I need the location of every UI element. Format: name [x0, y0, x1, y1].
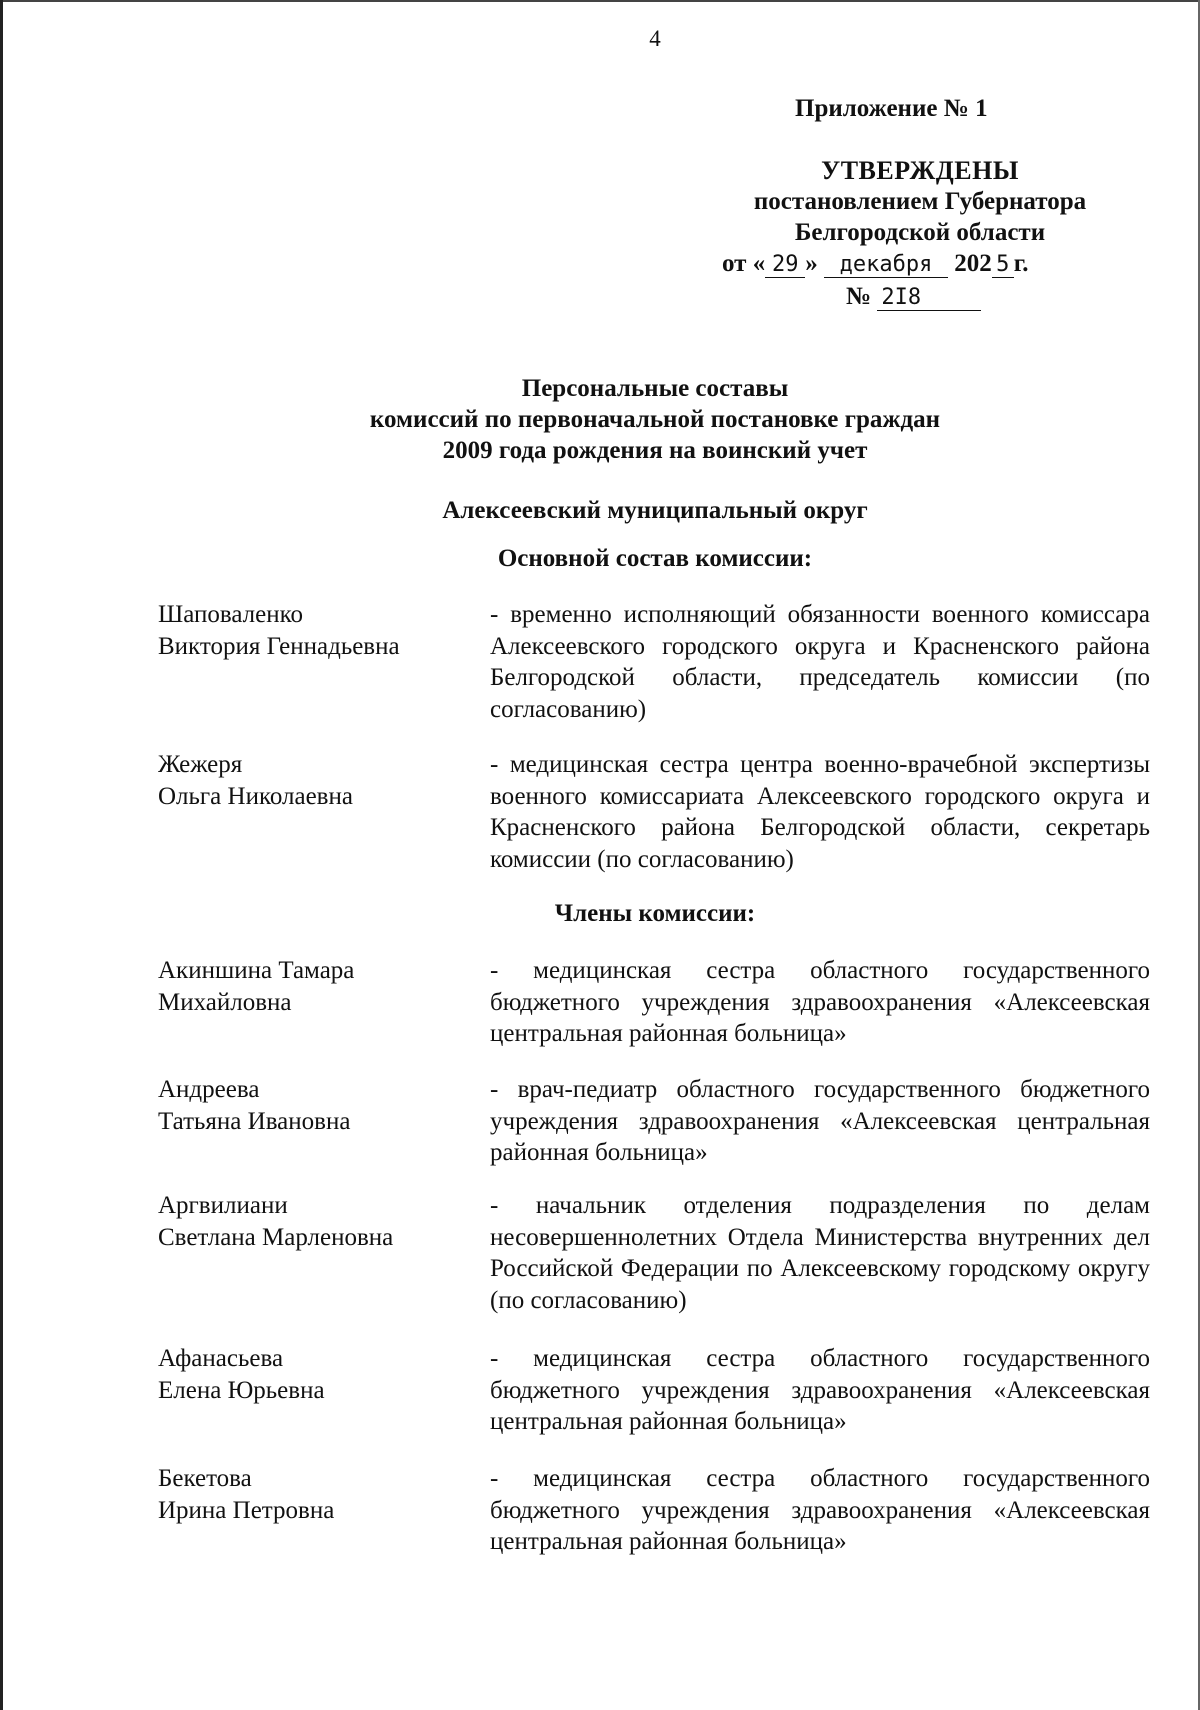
- member-given-name: Виктория Геннадьевна: [158, 632, 400, 660]
- title-line-1: Персональные составы: [521, 375, 789, 402]
- page-number: 4: [649, 26, 661, 51]
- member-given-name: Татьяна Ивановна: [158, 1107, 351, 1135]
- member-surname: Бекетова: [158, 1465, 252, 1492]
- scan-edge-left: [0, 0, 3, 1710]
- list-item: [158, 1343, 1150, 1443]
- approval-heading: УТВЕРЖДЕНЫ: [821, 156, 1019, 185]
- member-surname: Афанасьева: [158, 1345, 284, 1372]
- member-role: - медицинская сестра центра военно-врачебной экспертизы военного комиссариата Алексеевского городского округа и Красненского района Белгородской области, секретарь комиссии (по согласованию): [490, 751, 1150, 873]
- member-surname: Андреева: [158, 1076, 260, 1103]
- member-role: - медицинская сестра областного государственного бюджетного учреждения здравоохранения «Алексеевская центральная районная больница»: [490, 1465, 1150, 1555]
- members-section-heading: Члены комиссии:: [554, 900, 756, 927]
- year-prefix: 202: [954, 250, 992, 277]
- main-section-heading: Основной состав комиссии:: [497, 545, 813, 572]
- list-item: [158, 749, 1150, 879]
- member-given-name: Ирина Петровна: [158, 1496, 335, 1524]
- number-label: №: [846, 283, 872, 310]
- member-surname: Аргвилиани: [158, 1192, 288, 1219]
- member-given-name: Елена Юрьевна: [158, 1376, 325, 1404]
- member-name: [158, 1343, 468, 1406]
- member-role: - начальник отделения подразделения по делам несовершеннолетних Отдела Министерства внутренних дел Российской Федерации по Алексеевскому городскому округу (по согласованию): [490, 1192, 1150, 1314]
- member-name: [158, 599, 468, 662]
- approval-number: [846, 283, 981, 311]
- member-given-name: Ольга Николаевна: [158, 782, 353, 810]
- member-role: - медицинская сестра областного государственного бюджетного учреждения здравоохранения «Алексеевская центральная районная больница»: [490, 1345, 1150, 1435]
- approval-line-2: Белгородской области: [794, 219, 1046, 246]
- list-item: [158, 1463, 1150, 1563]
- date-month: декабря: [824, 253, 948, 278]
- member-role: - врач-педиатр областного государственного бюджетного учреждения здравоохранения «Алексеевская центральная районная больница»: [490, 1076, 1150, 1166]
- member-given-name: Светлана Марленовна: [158, 1223, 394, 1251]
- member-surname: Жежеря: [158, 751, 243, 778]
- member-name: [158, 1074, 468, 1137]
- member-name: [158, 955, 468, 1018]
- list-item: [158, 599, 1150, 729]
- year-digit: 5: [992, 253, 1014, 278]
- member-role: - медицинская сестра областного государственного бюджетного учреждения здравоохранения «Алексеевская центральная районная больница»: [490, 957, 1150, 1047]
- appendix-title: Приложение № 1: [795, 95, 988, 122]
- list-item: [158, 1190, 1150, 1320]
- date-prefix: от «: [722, 250, 766, 277]
- list-item: [158, 955, 1150, 1055]
- member-name: [158, 749, 468, 812]
- member-surname: Шаповаленко: [158, 601, 303, 628]
- title-line-3: 2009 года рождения на воинский учет: [442, 437, 868, 464]
- member-name: [158, 1190, 468, 1253]
- title-line-2: комиссий по первоначальной постановке граждан: [369, 406, 941, 433]
- approval-block: [690, 155, 1150, 248]
- approval-line-1: постановлением Губернатора: [753, 188, 1087, 215]
- list-item: [158, 1074, 1150, 1174]
- date-day: 29: [765, 253, 805, 278]
- district-heading: Алексеевский муниципальный округ: [442, 497, 868, 524]
- approval-date: [722, 250, 1029, 278]
- scan-edge-top: [0, 0, 1200, 2]
- document-title: [0, 373, 1200, 466]
- number-value: 2I8: [877, 286, 981, 311]
- year-suffix: г.: [1013, 250, 1029, 277]
- date-mid: »: [805, 250, 818, 277]
- member-surname: Акиншина Тамара: [158, 957, 355, 984]
- member-given-name: Михайловна: [158, 988, 292, 1016]
- member-name: [158, 1463, 468, 1526]
- member-role: - временно исполняющий обязанности военного комиссара Алексеевского городского округа и Красненского района Белгородской области, председатель комиссии (по согласованию): [490, 601, 1150, 723]
